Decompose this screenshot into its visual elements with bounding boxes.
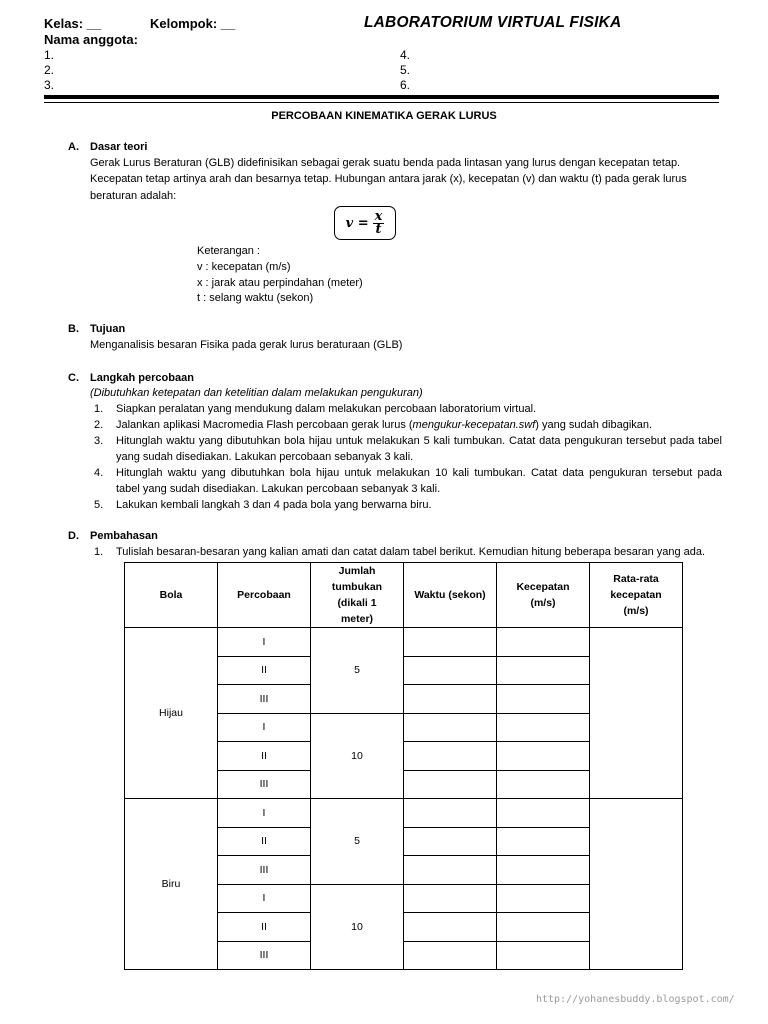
cell-tumbukan: 10	[311, 884, 404, 970]
step-2-text-pre: Jalankan aplikasi Macromedia Flash percobaan gerak lurus (	[116, 419, 413, 431]
cell-tumbukan: 5	[311, 799, 404, 885]
section-a-title: Dasar teori	[90, 141, 148, 153]
lab-title: LABORATORIUM VIRTUAL FISIKA	[364, 14, 622, 31]
step-3-line-2: yang sudah disediakan. Lakukan percobaan sebanyak 3 kali.	[116, 451, 414, 463]
section-c-note: (Dibutuhkan ketepatan dan ketelitian dalam melakukan pengukuran)	[90, 387, 423, 399]
header-rata-line-3: (m/s)	[623, 605, 649, 617]
section-d-item-num: 1.	[94, 546, 104, 558]
cell-percobaan: I	[218, 799, 311, 828]
doc-title: PERCOBAAN KINEMATIKA GERAK LURUS	[271, 110, 497, 122]
cell-kecepatan[interactable]	[497, 685, 590, 714]
step-3-num: 3.	[94, 435, 104, 447]
keterangan-t: t : selang waktu (sekon)	[197, 292, 314, 304]
member-2: 2.	[44, 63, 55, 77]
section-c-title: Langkah percobaan	[90, 372, 194, 384]
member-4: 4.	[400, 48, 411, 62]
header-jumlah-line-1: Jumlah	[338, 565, 376, 577]
cell-percobaan: I	[218, 713, 311, 742]
cell-tumbukan: 5	[311, 628, 404, 714]
cell-kecepatan[interactable]	[497, 713, 590, 742]
header-rata-rata	[590, 563, 683, 628]
cell-bola-biru: Biru	[125, 799, 218, 970]
cell-waktu[interactable]	[404, 884, 497, 913]
cell-percobaan: II	[218, 656, 311, 685]
kelompok-label: Kelompok: __	[150, 16, 236, 31]
formula-numerator: x	[374, 208, 383, 224]
member-6: 6.	[400, 78, 411, 92]
step-5-text: Lakukan kembali langkah 3 dan 4 pada bola yang berwarna biru.	[116, 499, 432, 511]
nama-anggota-label: Nama anggota:	[44, 32, 138, 47]
cell-percobaan: III	[218, 685, 311, 714]
section-a-letter: A.	[68, 141, 79, 153]
cell-tumbukan: 10	[311, 713, 404, 799]
step-4-line-2: tabel yang sudah disediakan. Lakukan percobaan sebanyak 3 kali.	[116, 483, 441, 495]
step-4-num: 4.	[94, 467, 104, 479]
header-jumlah-line-3: (dikali 1	[337, 597, 377, 609]
header-kecepatan-line-2: (m/s)	[530, 597, 556, 609]
step-2-text-post: ) yang sudah dibagikan.	[535, 419, 653, 431]
cell-waktu[interactable]	[404, 742, 497, 771]
header-rata-line-1: Rata-rata	[613, 573, 659, 585]
keterangan-v: v : kecepatan (m/s)	[197, 261, 291, 273]
cell-waktu[interactable]	[404, 913, 497, 942]
step-1-num: 1.	[94, 403, 104, 415]
cell-waktu[interactable]	[404, 656, 497, 685]
cell-kecepatan[interactable]	[497, 656, 590, 685]
section-b-title: Tujuan	[90, 323, 126, 335]
header-kecepatan	[497, 563, 590, 628]
cell-waktu[interactable]	[404, 941, 497, 970]
cell-kecepatan[interactable]	[497, 799, 590, 828]
cell-rata-rata-hijau[interactable]	[590, 628, 683, 799]
header-rata-line-2: kecepatan	[610, 589, 662, 601]
header-jumlah-line-2: tumbukan	[331, 581, 383, 593]
section-d-letter: D.	[68, 530, 79, 542]
cell-waktu[interactable]	[404, 799, 497, 828]
table-row	[125, 799, 683, 828]
cell-percobaan: III	[218, 941, 311, 970]
section-d-title: Pembahasan	[90, 530, 158, 542]
table-header-row	[125, 563, 683, 628]
cell-percobaan: II	[218, 742, 311, 771]
section-d-item-text: Tulislah besaran-besaran yang kalian amati dan catat dalam tabel berikut. Kemudian hitung beberapa besaran yang ada.	[116, 546, 706, 558]
step-3-line-1: Hitunglah waktu yang dibutuhkan bola hijau untuk melakukan 5 kali tumbukan. Catat data pengukuran tersebut pada tabel	[116, 435, 722, 447]
step-4-line-1: Hitunglah waktu yang dibutuhkan bola hijau untuk melakukan 10 kali tumbukan. Catat data pengukuran tersebut pada	[116, 467, 722, 479]
header-jumlah	[311, 563, 404, 628]
cell-waktu[interactable]	[404, 827, 497, 856]
section-c-letter: C.	[68, 372, 79, 384]
section-a-line-3: beraturan adalah:	[90, 190, 177, 202]
step-2-num: 2.	[94, 419, 104, 431]
step-2-text	[116, 419, 652, 432]
cell-bola-hijau: Hijau	[125, 628, 218, 799]
cell-kecepatan[interactable]	[497, 628, 590, 657]
keterangan-x: x : jarak atau perpindahan (meter)	[197, 277, 363, 289]
cell-waktu[interactable]	[404, 685, 497, 714]
header-bola: Bola	[125, 563, 218, 628]
member-1: 1.	[44, 48, 55, 62]
cell-rata-rata-biru[interactable]	[590, 799, 683, 970]
cell-percobaan: I	[218, 884, 311, 913]
header-percobaan: Percobaan	[218, 563, 311, 628]
kelas-label: Kelas: __	[44, 16, 102, 31]
section-a-line-1: Gerak Lurus Beraturan (GLB) didefinisikan sebagai gerak suatu benda pada lintasan yang lurus dengan kecepatan tetap.	[90, 157, 681, 169]
step-1-text: Siapkan peralatan yang mendukung dalam melakukan percobaan laboratorium virtual.	[116, 403, 537, 415]
formula-lhs: v =	[345, 215, 369, 231]
cell-percobaan: II	[218, 913, 311, 942]
cell-percobaan: III	[218, 770, 311, 799]
cell-waktu[interactable]	[404, 856, 497, 885]
step-5-num: 5.	[94, 499, 104, 511]
step-2-filename: mengukur-kecepatan.swf	[412, 419, 536, 431]
table-row	[125, 628, 683, 657]
header-rule-thin	[44, 102, 719, 103]
cell-kecepatan[interactable]	[497, 913, 590, 942]
cell-kecepatan[interactable]	[497, 856, 590, 885]
cell-kecepatan[interactable]	[497, 770, 590, 799]
cell-percobaan: I	[218, 628, 311, 657]
cell-percobaan: III	[218, 856, 311, 885]
data-table	[124, 562, 683, 970]
formula-box	[334, 206, 396, 240]
member-5: 5.	[400, 63, 411, 77]
section-a-line-2: Kecepatan tetap artinya arah dan besarnya tetap. Hubungan antara jarak (x), kecepatan (v) dan waktu (t) pada gerak lurus	[90, 173, 687, 185]
header-waktu: Waktu (sekon)	[404, 563, 497, 628]
cell-waktu[interactable]	[404, 770, 497, 799]
cell-percobaan: II	[218, 827, 311, 856]
member-3: 3.	[44, 78, 55, 92]
keterangan-title: Keterangan :	[197, 245, 260, 257]
header-kecepatan-line-1: Kecepatan	[516, 581, 570, 593]
section-b-text: Menganalisis besaran Fisika pada gerak lurus beraturaan (GLB)	[90, 339, 403, 351]
formula-fraction	[373, 208, 385, 237]
cell-kecepatan[interactable]	[497, 742, 590, 771]
cell-kecepatan[interactable]	[497, 827, 590, 856]
section-b-letter: B.	[68, 323, 79, 335]
header-rule-thick	[44, 95, 719, 99]
cell-kecepatan[interactable]	[497, 884, 590, 913]
footer-url: http://yohanesbuddy.blogspot.com/	[536, 994, 735, 1005]
formula-denominator: t	[375, 221, 382, 237]
cell-waktu[interactable]	[404, 713, 497, 742]
header-jumlah-line-4: meter)	[340, 613, 374, 625]
cell-waktu[interactable]	[404, 628, 497, 657]
cell-kecepatan[interactable]	[497, 941, 590, 970]
